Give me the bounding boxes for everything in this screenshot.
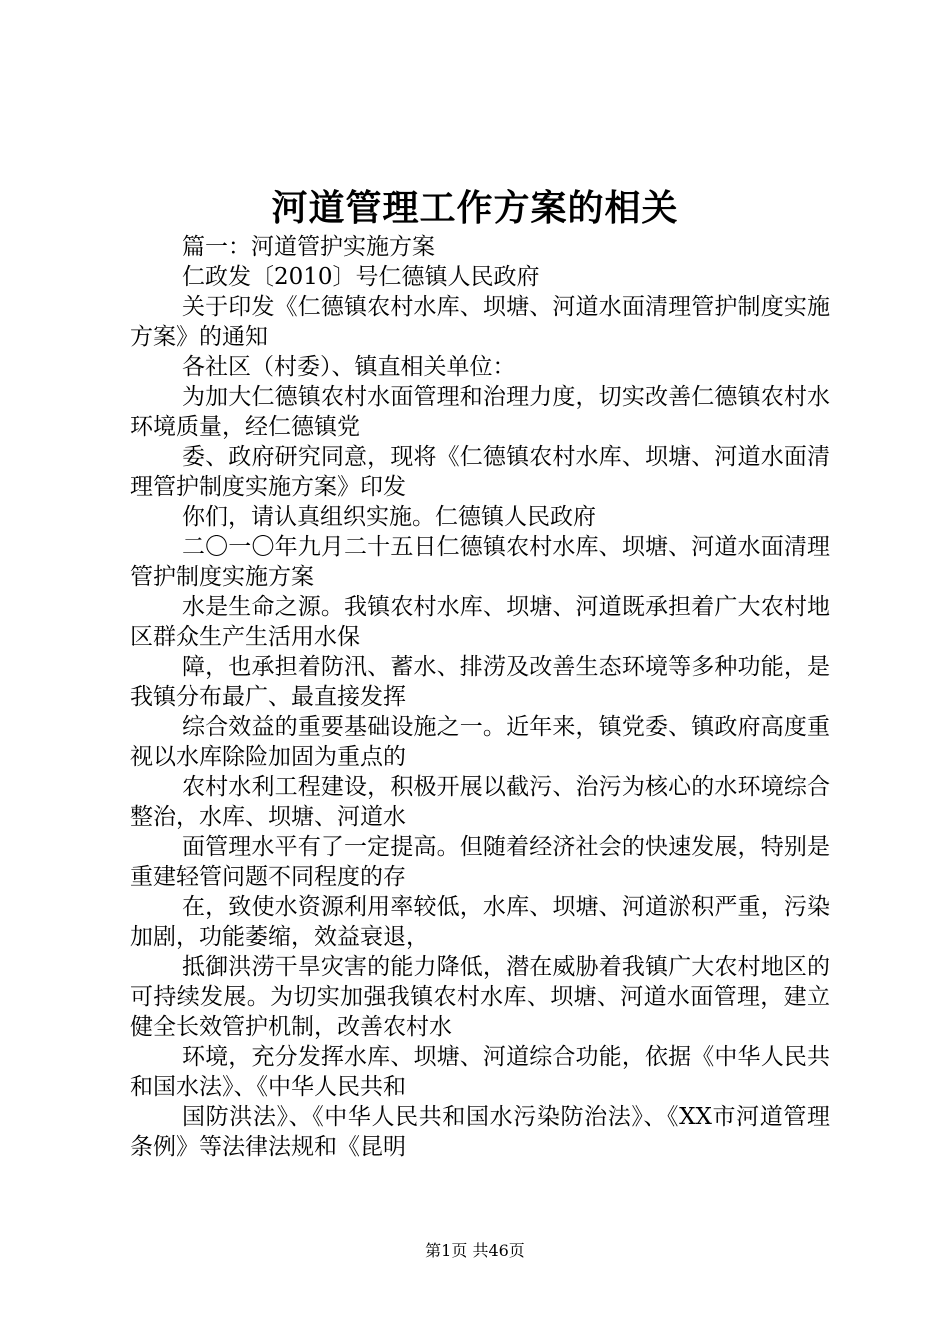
document-title: 河道管理工作方案的相关 [271, 187, 679, 229]
paragraph: 环境，充分发挥水库、坝塘、河道综合功能，依据《中华人民共和国水法》、《中华人民共和 [130, 1044, 830, 1100]
paragraph: 委、政府研究同意，现将《仁德镇农村水库、坝塘、河道水面清理管护制度实施方案》印发 [130, 444, 830, 500]
paragraph: 障，也承担着防汛、蓄水、排涝及改善生态环境等多种功能，是我镇分布最广、最直接发挥 [130, 654, 830, 710]
paragraph: 关于印发《仁德镇农村水库、坝塘、河道水面清理管护制度实施方案》的通知 [130, 294, 830, 350]
paragraph: 综合效益的重要基础设施之一。近年来，镇党委、镇政府高度重视以水库除险加固为重点的 [130, 714, 830, 770]
page-footer: 第1页 共46页 [425, 1241, 525, 1260]
paragraph: 国防洪法》、《中华人民共和国水污染防治法》、《XX市河道管理条例》等法律法规和《昆明 [130, 1104, 830, 1160]
paragraph: 二〇一〇年九月二十五日仁德镇农村水库、坝塘、河道水面清理管护制度实施方案 [130, 534, 830, 590]
paragraph: 水是生命之源。我镇农村水库、坝塘、河道既承担着广大农村地区群众生产生活用水保 [130, 594, 830, 650]
paragraph: 篇一：河道管护实施方案 [182, 234, 435, 260]
paragraph: 你们，请认真组织实施。仁德镇人民政府 [182, 504, 596, 530]
paragraph: 农村水利工程建设，积极开展以截污、治污为核心的水环境综合整治，水库、坝塘、河道水 [130, 774, 830, 830]
paragraph: 仁政发〔2010〕号仁德镇人民政府 [182, 264, 540, 290]
paragraph: 抵御洪涝干旱灾害的能力降低，潜在威胁着我镇广大农村地区的可持续发展。为切实加强我镇农村水库、坝塘、河道水面管理，建立健全长效管护机制，改善农村水 [130, 954, 830, 1040]
paragraph: 面管理水平有了一定提高。但随着经济社会的快速发展，特别是重建轻管问题不同程度的存 [130, 834, 830, 890]
paragraph: 在，致使水资源利用率较低，水库、坝塘、河道淤积严重，污染加剧，功能萎缩，效益衰退， [130, 894, 830, 950]
paragraph: 为加大仁德镇农村水面管理和治理力度，切实改善仁德镇农村水环境质量，经仁德镇党 [130, 384, 830, 440]
document-body [130, 232, 830, 1162]
paragraph: 各社区（村委）、镇直相关单位： [182, 354, 516, 380]
